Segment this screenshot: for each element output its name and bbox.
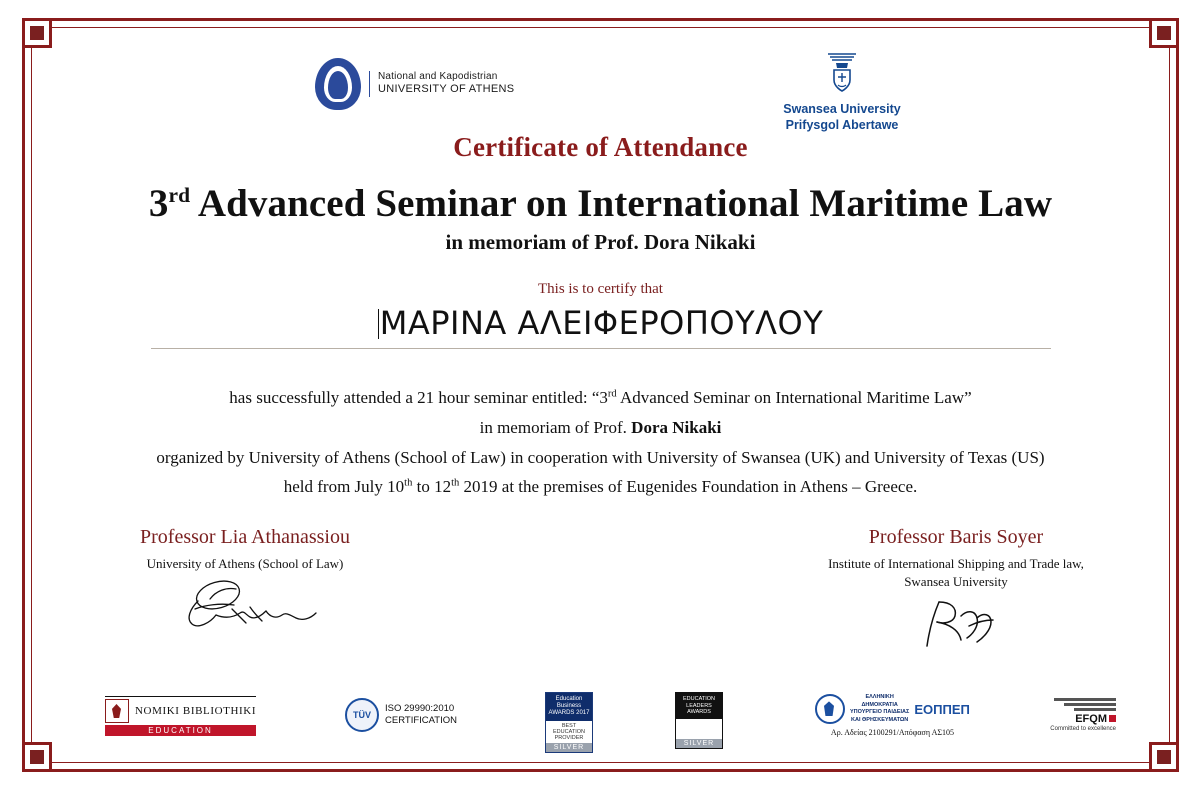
body-line-2 [45, 413, 1156, 443]
athens-university-logo-text [369, 71, 514, 97]
education-business-awards-badge-icon [545, 692, 593, 753]
body-line-4-mid: to 12 [412, 477, 452, 497]
signatory-role-left: University of Athens (School of Law) [146, 556, 344, 571]
education-business-awards-top: Education Business AWARDS 2017 [546, 693, 592, 721]
handwritten-signature-athanassiou-icon [65, 579, 425, 641]
seminar-title-ordinal: rd [168, 183, 191, 207]
footer-logo-education-business-awards [545, 692, 593, 753]
body-line-4-post: 2019 at the premises of Eugenides Foundation in Athens – Greece. [459, 477, 918, 497]
signatory-name-left: Professor Lia Athanassiou [140, 526, 350, 548]
signatory-name-right: Professor Baris Soyer [868, 526, 1044, 548]
certificate-type-title: Certificate of Attendance [453, 132, 748, 162]
efqm-logo-icon [1050, 698, 1116, 711]
seminar-title [45, 181, 1156, 226]
certificate-content [45, 40, 1156, 750]
footer-logo-eoppep [815, 694, 970, 737]
footer-accreditation-logos [105, 692, 1116, 751]
seminar-subtitle: in memoriam of Prof. Dora Nikaki [445, 230, 756, 254]
education-leaders-awards-mid [676, 719, 722, 739]
athens-logo-line2: UNIVERSITY OF ATHENS [378, 83, 515, 96]
signature-block-right [776, 526, 1136, 658]
recipient-name-field[interactable] [151, 304, 1051, 349]
greek-republic-eoppep-logo-icon [815, 694, 970, 725]
logo-row [45, 40, 1156, 130]
certificate-body [45, 383, 1156, 502]
education-leaders-awards-bot: SILVER [676, 739, 722, 748]
body-line-1-ordinal: rd [607, 388, 617, 400]
eoppep-label: ΕΟΠΠΕΠ [914, 701, 970, 717]
eoppep-license-caption: Αρ. Αδείας 2100291/Απόφαση ΑΣ105 [830, 727, 955, 737]
body-line-1-post: Advanced Seminar on International Maritime Law” [616, 388, 972, 407]
body-line-4 [45, 472, 1156, 502]
footer-logo-efqm [1050, 698, 1116, 732]
iso-badge-label: TÜV [353, 710, 371, 720]
certify-intro-line: This is to certify that [538, 281, 663, 297]
swansea-logo-text [757, 102, 927, 133]
signatures-row [45, 526, 1156, 676]
education-business-awards-bot: SILVER [546, 743, 592, 752]
iso-line1: ISO 29990:2010 [385, 702, 455, 714]
signatory-role-right-line2: Swansea University [904, 573, 1008, 589]
handwritten-signature-soyer-icon [776, 596, 1136, 658]
footer-logo-nomiki-bibliothiki [105, 696, 256, 736]
body-line-2-pre: in memoriam of Prof. [479, 417, 632, 437]
education-leaders-awards-badge-icon [675, 692, 723, 749]
body-line-1 [45, 383, 1156, 413]
athens-logo-line1: National and Kapodistrian [378, 70, 498, 82]
swansea-university-logo [757, 44, 927, 133]
signatory-role-right-line1: Institute of International Shipping and Trade law, [828, 556, 1084, 571]
footer-logo-iso [345, 698, 457, 732]
seminar-title-number: 3 [148, 182, 169, 225]
body-line-3: organized by University of Athens (School of Law) in cooperation with University of Swansea (UK) and University of Texas (US) [156, 447, 1045, 467]
gov-line4: ΚΑΙ ΘΡΗΣΚΕΥΜΑΤΩΝ [851, 717, 909, 724]
body-line-4-sup1: th [404, 477, 413, 489]
gov-line1: ΕΛΛΗΝΙΚΗ [865, 694, 894, 700]
athens-university-logo [315, 58, 514, 110]
nomiki-bibliothiki-sub: EDUCATION [105, 725, 256, 736]
gov-line2: ΔΗΜΟΚΡΑΤΙΑ [861, 701, 898, 708]
body-line-1-pre: has successfully attended a 21 hour seminar entitled: “3 [229, 388, 608, 407]
footer-logo-education-leaders-awards [675, 692, 723, 749]
iso-certification-logo-icon [345, 698, 379, 732]
signatory-role-right [776, 555, 1136, 590]
seminar-title-rest: Advanced Seminar on International Maritime Law [197, 182, 1053, 225]
swansea-logo-line1: Swansea University [783, 102, 901, 116]
efqm-sub: Committed to excellence [1050, 726, 1116, 732]
efqm-name: EFQM [1050, 713, 1116, 725]
nomiki-bibliothiki-logo-icon [105, 699, 129, 723]
education-leaders-awards-top: EDUCATION LEADERS AWARDS [676, 693, 722, 719]
text-caret [378, 309, 379, 339]
signature-block-left [65, 526, 425, 641]
education-business-awards-mid: BEST EDUCATION PROVIDER [553, 722, 585, 741]
body-line-4-pre: held from July 10 [283, 477, 405, 497]
body-line-4-sup2: th [451, 477, 460, 489]
greek-republic-emblem-icon [815, 694, 845, 724]
nomiki-bibliothiki-name: NOMIKI BIBLIOTHIKI [135, 705, 257, 717]
body-line-2-bold: Dora Nikaki [631, 417, 722, 437]
iso-line2: CERTIFICATION [385, 715, 457, 726]
athena-head-emblem-icon [315, 58, 361, 110]
swansea-logo-line2: Prifysgol Abertawe [785, 117, 899, 132]
gov-line3: ΥΠΟΥΡΓΕΙΟ ΠΑΙΔΕΙΑΣ [850, 709, 910, 716]
recipient-name: ΜΑΡΙΝΑ ΑΛΕΙΦΕΡΟΠΟΥΛΟΥ [379, 304, 824, 342]
swansea-crest-emblem-icon [814, 44, 870, 100]
